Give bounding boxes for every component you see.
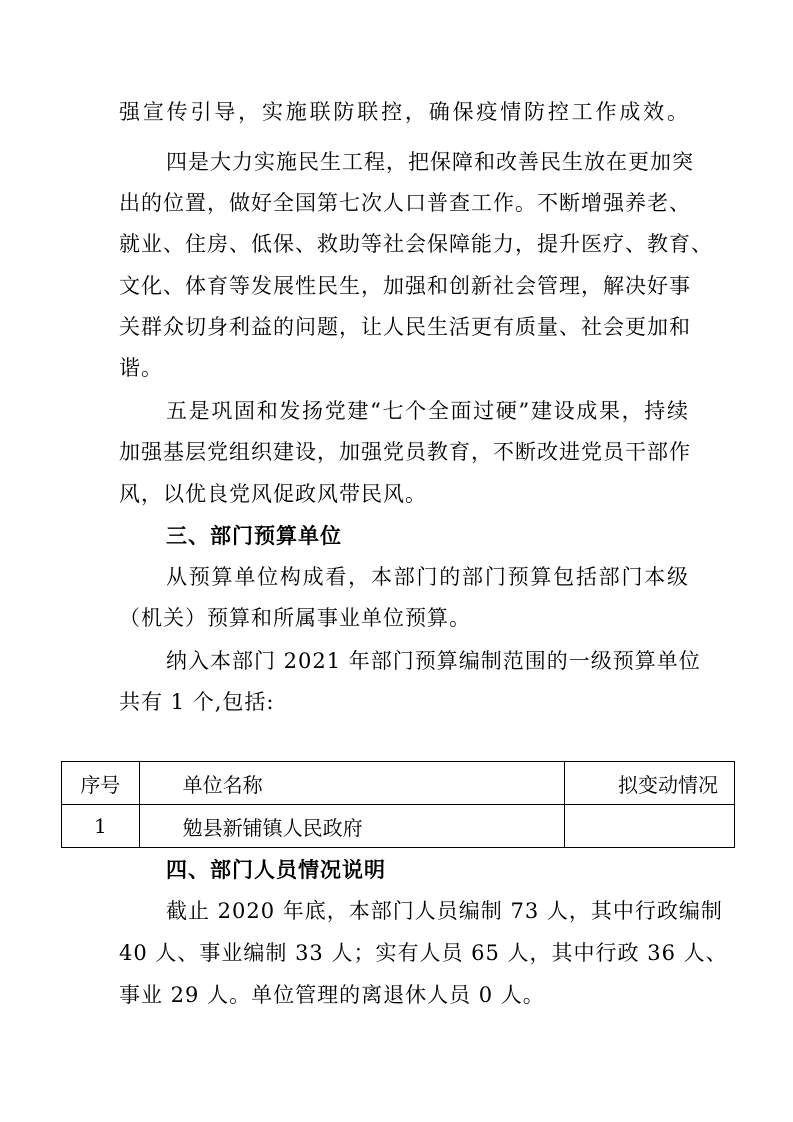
table-header-cell: 拟变动情况 bbox=[564, 762, 734, 805]
paragraph-line: 加强基层党组织建设，加强党员教育，不断改进党员干部作 bbox=[119, 440, 691, 464]
paragraph-line: （机关）预算和所属事业单位预算。 bbox=[119, 606, 471, 630]
paragraph-line: 纳入本部门 2021 年部门预算编制范围的一级预算单位 bbox=[166, 649, 701, 673]
paragraph-line: 出的位置，做好全国第七次人口普查工作。不断增强养老、 bbox=[119, 191, 691, 215]
paragraph-line: 四是大力实施民生工程，把保障和改善民生放在更加突 bbox=[166, 150, 694, 174]
paragraph-line: 截止 2020 年底，本部门人员编制 73 人，其中行政编制 bbox=[166, 899, 723, 923]
paragraph-line: 谐。 bbox=[119, 356, 163, 380]
paragraph-line: 事业 29 人。单位管理的离退休人员 0 人。 bbox=[119, 983, 545, 1007]
paragraph-line: 共有 1 个,包括: bbox=[119, 690, 275, 714]
table-cell: 1 bbox=[62, 805, 140, 848]
paragraph-line: 风，以优良党风促政风带民风。 bbox=[119, 482, 427, 506]
paragraph-line: 关群众切身利益的问题，让人民生活更有质量、社会更加和 bbox=[119, 315, 691, 339]
table-cell: 勉县新铺镇人民政府 bbox=[139, 805, 564, 848]
table-row bbox=[62, 805, 735, 848]
table-header-cell: 序号 bbox=[62, 762, 140, 805]
table-header-cell: 单位名称 bbox=[139, 762, 564, 805]
paragraph-line: 40 人、事业编制 33 人；实有人员 65 人，其中行政 36 人、 bbox=[119, 941, 728, 965]
section-heading: 四、部门人员情况说明 bbox=[166, 858, 386, 882]
paragraph-line: 五是巩固和发扬党建“七个全面过硬”建设成果，持续 bbox=[166, 399, 689, 423]
table-header-row bbox=[62, 762, 735, 805]
paragraph-line: 文化、体育等发展性民生，加强和创新社会管理，解决好事 bbox=[119, 274, 691, 298]
paragraph-line: 就业、住房、低保、救助等社会保障能力，提升医疗、教育、 bbox=[119, 232, 713, 256]
section-heading: 三、部门预算单位 bbox=[166, 524, 342, 548]
paragraph-line: 从预算单位构成看，本部门的部门预算包括部门本级 bbox=[166, 565, 689, 589]
paragraph-line: 强宣传引导，实施联防联控，确保疫情防控工作成效。 bbox=[119, 100, 689, 124]
budget-units-table bbox=[61, 761, 735, 848]
table-cell bbox=[564, 805, 734, 848]
